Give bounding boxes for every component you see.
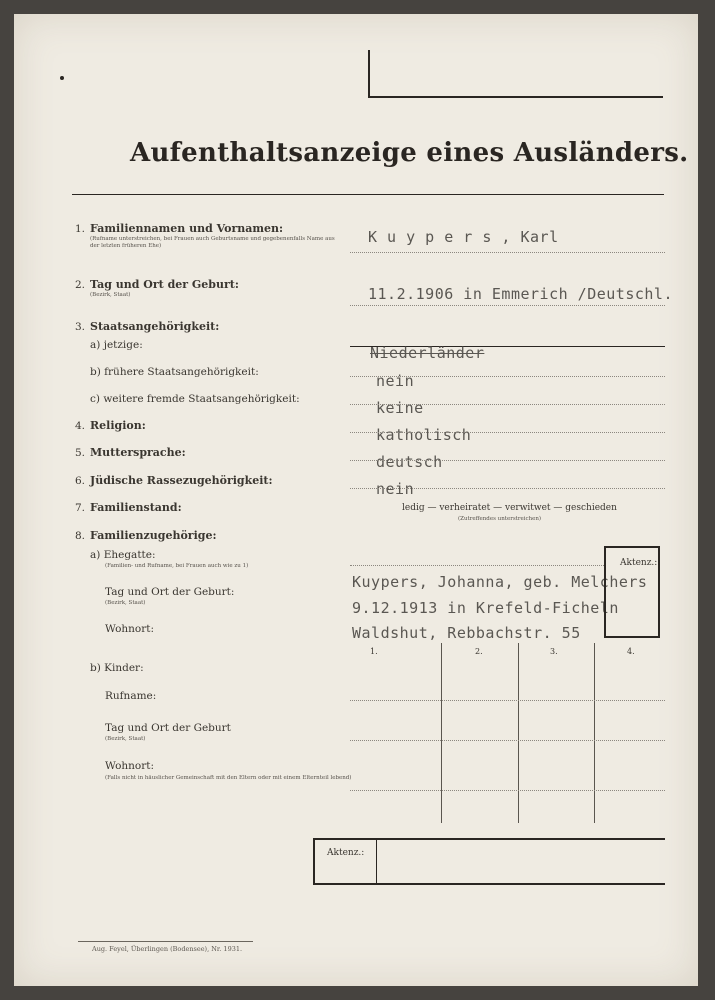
value-spouse-birth: 9.12.1913 in Krefeld-Ficheln [352, 599, 619, 617]
value-nationality: Niederländer [370, 344, 485, 362]
value-spouse: Kuypers, Johanna, geb. Melchers [352, 573, 648, 591]
field-8a-birth-label: Tag und Ort der Geburt: [105, 586, 235, 598]
field-3-label-text: Staatsangehörigkeit: [90, 320, 220, 333]
field-1-number: 1. [75, 223, 86, 235]
column-1-number: 1. [370, 647, 378, 656]
field-8a-birth-hint: (Bezirk, Staat) [105, 600, 146, 606]
field-8b-label: b) Kinder: [90, 662, 144, 674]
field-3c-label: c) weitere fremde Staatsangehörigkeit: [90, 393, 300, 405]
field-3a-label: a) jetzige: [90, 339, 143, 351]
field-4-line [350, 432, 665, 433]
value-birth: 11.2.1906 in Emmerich /Deutschl. [368, 285, 673, 303]
field-3-label [90, 320, 219, 333]
field-1-hint: (Rufname unterstreichen, bei Frauen auch Geburtsname und gegebenenfalls Name aus der letzten früheren Ehe) [90, 236, 335, 249]
column-divider-1 [441, 643, 442, 823]
field-4-label [90, 419, 146, 432]
field-8a-hint: (Familien- und Rufname, bei Frauen auch wie zu 1) [105, 563, 249, 569]
column-4-number: 4. [627, 647, 635, 656]
field-3b-label: b) frühere Staatsangehörigkeit: [90, 366, 259, 378]
footer-aktenz-divider [376, 840, 377, 883]
field-8b-wohnort-label: Wohnort: [105, 760, 155, 772]
child-birth-line [350, 740, 665, 741]
printer-imprint: Aug. Feyel, Überlingen (Bodensee), Nr. 1931. [92, 945, 243, 953]
field-8b-birth-hint: (Bezirk, Staat) [105, 736, 146, 742]
field-7-label [90, 501, 182, 514]
column-divider-3 [594, 643, 595, 823]
field-7-number: 7. [75, 502, 86, 514]
field-8-label [90, 529, 217, 542]
field-2-label [90, 278, 239, 291]
field-8b-wohnort-hint: (Falls nicht in häuslicher Gemeinschaft mit den Eltern oder mit einem Elternteil lebend) [105, 775, 352, 781]
footer-aktenz-label: Aktenz.: [327, 848, 365, 858]
field-1-label [90, 222, 283, 235]
value-religion: katholisch [376, 426, 472, 444]
field-2-line [350, 305, 665, 306]
field-8a-label: a) Ehegatte: [90, 549, 156, 561]
child-wohnort-line [350, 790, 665, 791]
field-5-label-text: Muttersprache: [90, 446, 186, 459]
field-6-label-text: Jüdische Rassezugehörigkeit: [90, 474, 273, 487]
value-jewish: nein [376, 480, 415, 498]
aktenz-box-label: Aktenz.: [620, 558, 658, 568]
field-8b-rufname-label: Rufname: [105, 690, 157, 702]
value-other-nationality: keine [376, 399, 424, 417]
field-6-number: 6. [75, 475, 86, 487]
top-corner-horizontal [368, 96, 663, 98]
column-3-number: 3. [550, 647, 558, 656]
field-6-label [90, 474, 273, 487]
field-3c-line [350, 404, 665, 405]
punch-dot [60, 76, 64, 80]
marital-hint: (Zutreffendes unterstreichen) [458, 516, 542, 522]
field-8-label-text: Familienzugehörige: [90, 529, 217, 542]
field-4-number: 4. [75, 420, 86, 432]
field-3b-line [350, 376, 665, 377]
field-2-number: 2. [75, 279, 86, 291]
column-divider-2 [518, 643, 519, 823]
page-title: Aufenthaltsanzeige eines Ausländers. [130, 138, 689, 168]
spouse-line [350, 565, 604, 566]
field-3-number: 3. [75, 321, 86, 333]
field-7-label-text: Familienstand: [90, 501, 182, 514]
top-corner-vertical [368, 50, 370, 98]
field-8-number: 8. [75, 530, 86, 542]
column-2-number: 2. [475, 647, 483, 656]
aktenz-box [604, 546, 660, 638]
value-spouse-residence: Waldshut, Rebbachstr. 55 [352, 624, 581, 642]
field-5-line [350, 460, 665, 461]
field-8b-birth-label: Tag und Ort der Geburt [105, 722, 231, 734]
field-2-hint: (Bezirk, Staat) [90, 292, 131, 298]
field-1-label-text: Familiennamen und Vornamen: [90, 222, 284, 235]
value-former-nationality: nein [376, 372, 415, 390]
value-language: deutsch [376, 453, 443, 471]
field-2-label-text: Tag und Ort der Geburt: [90, 278, 239, 291]
field-5-number: 5. [75, 447, 86, 459]
title-underline [72, 194, 664, 195]
value-name: K u y p e r s , Karl [368, 228, 559, 246]
field-6-line [350, 488, 665, 489]
rufname-line [350, 700, 665, 701]
field-4-label-text: Religion: [90, 419, 146, 432]
footer-aktenz-box [313, 838, 665, 885]
field-1-line [350, 252, 665, 253]
field-5-label [90, 446, 186, 459]
printer-rule [78, 941, 253, 942]
field-8a-wohnort-label: Wohnort: [105, 623, 155, 635]
marital-options: ledig — verheiratet — verwitwet — geschieden [402, 503, 617, 513]
